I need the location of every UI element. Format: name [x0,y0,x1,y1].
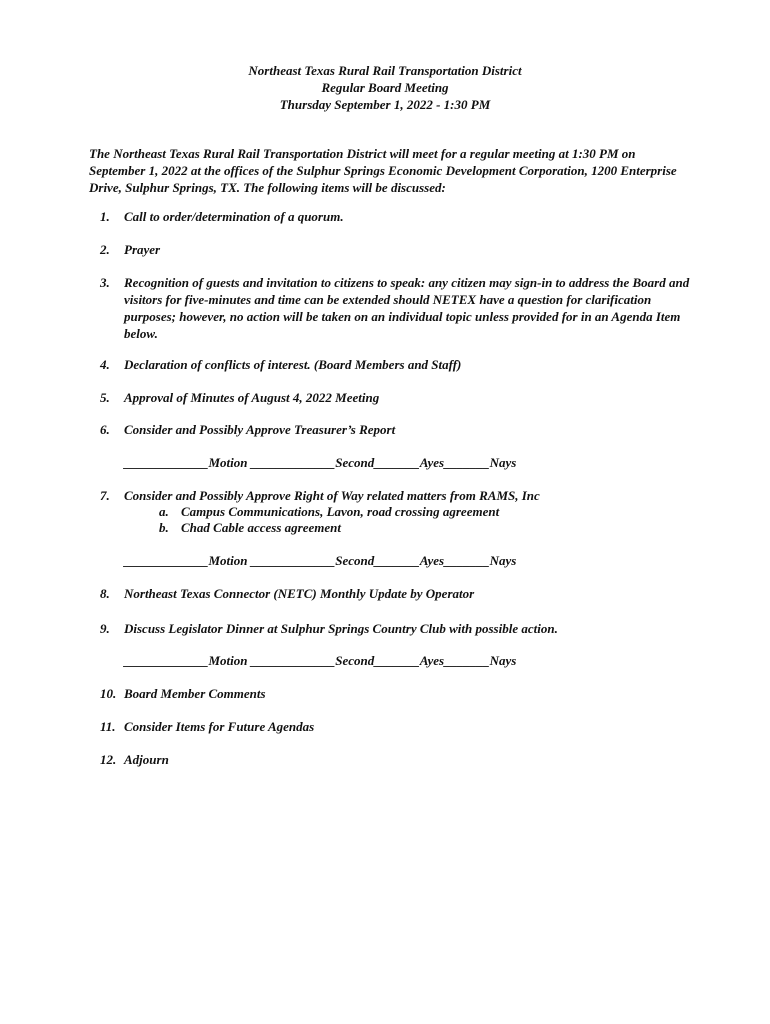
item-text: Adjourn [124,752,169,767]
item-number: 7. [100,488,110,503]
item-number: 6. [100,422,110,437]
intro-paragraph: The Northeast Texas Rural Rail Transportation District will meet for a regular meeting at 1:30 PM on September 1, 2022 at the offices of the Sulphur Springs Economic Development Corporation, 1200 Enterprise Drive, Sulphur Springs, TX. The following items will be discussed: [89,146,677,195]
item-text: Board Member Comments [124,686,266,701]
item-text: Consider and Possibly Approve Right of Way related matters from RAMS, Inc [124,488,540,503]
item-text: Northeast Texas Connector (NETC) Monthly Update by Operator [124,586,475,601]
document-header [0,62,770,113]
item-text: Approval of Minutes of August 4, 2022 Meeting [124,390,380,405]
item-number: 2. [100,242,110,257]
item-number: 1. [100,209,110,224]
subitem-letter: b. [159,520,169,535]
item-number: 9. [100,621,110,636]
vote-line: _____________Motion _____________Second_______Ayes_______Nays [124,553,517,568]
subitem-text: Campus Communications, Lavon, road crossing agreement [181,504,500,519]
item-text: Discuss Legislator Dinner at Sulphur Springs Country Club with possible action. [124,621,558,636]
item-number: 5. [100,390,110,405]
item-number: 8. [100,586,110,601]
subitem-letter: a. [159,504,169,519]
vote-line: _____________Motion _____________Second_______Ayes_______Nays [124,455,517,470]
item-text: Recognition of guests and invitation to citizens to speak: any citizen may sign-in to address the Board and visitors for five-minutes and time can be extended should NETEX have a question for clarification purposes; however, no action will be taken on an individual topic unless provided for in an Agenda Item below. [124,275,690,341]
item-text: Prayer [124,242,161,257]
item-number: 12. [100,752,117,767]
item-number: 11. [100,719,116,734]
header-meeting-type: Regular Board Meeting [321,80,449,95]
item-number: 4. [100,357,110,372]
subitem-text: Chad Cable access agreement [181,520,341,535]
item-number: 10. [100,686,117,701]
item-text: Call to order/determination of a quorum. [124,209,344,224]
header-organization: Northeast Texas Rural Rail Transportation District [248,63,522,78]
item-text: Consider and Possibly Approve Treasurer’s Report [124,422,396,437]
item-text: Consider Items for Future Agendas [124,719,315,734]
vote-line: _____________Motion _____________Second_______Ayes_______Nays [124,653,517,668]
item-text: Declaration of conflicts of interest. (Board Members and Staff) [124,357,462,372]
item-number: 3. [100,275,110,290]
header-date-time: Thursday September 1, 2022 - 1:30 PM [279,97,491,112]
